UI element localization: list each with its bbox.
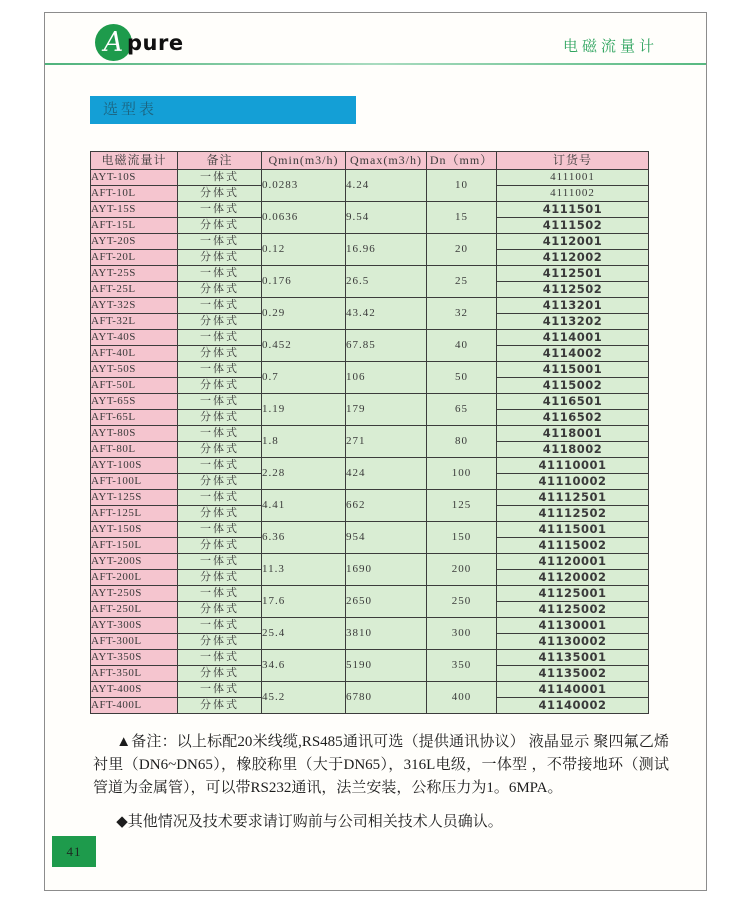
order-number-cell: 41135001 [497,650,649,666]
order-number-cell: 4111501 [497,202,649,218]
qmin-cell: 4.41 [262,490,346,522]
qmax-cell: 4.24 [346,170,427,202]
type-cell: 一体式 [178,298,262,314]
model-cell: AYT-250S [91,586,178,602]
type-cell: 一体式 [178,458,262,474]
type-cell: 一体式 [178,554,262,570]
model-cell: AYT-80S [91,426,178,442]
dn-cell: 350 [427,650,497,682]
brand-logo [95,24,184,61]
qmax-cell: 954 [346,522,427,554]
model-cell: AFT-40L [91,346,178,362]
model-cell: AFT-250L [91,602,178,618]
model-cell: AFT-20L [91,250,178,266]
order-number-cell: 41135002 [497,666,649,682]
dn-cell: 200 [427,554,497,586]
dn-cell: 100 [427,458,497,490]
order-number-cell: 41120002 [497,570,649,586]
qmax-cell: 5190 [346,650,427,682]
qmax-cell: 106 [346,362,427,394]
model-cell: AYT-150S [91,522,178,538]
dn-cell: 40 [427,330,497,362]
dn-cell: 300 [427,618,497,650]
type-cell: 一体式 [178,586,262,602]
order-number-cell: 41140002 [497,698,649,714]
column-header-3: Qmax(m3/h) [346,152,427,170]
qmin-cell: 0.7 [262,362,346,394]
type-cell: 一体式 [178,234,262,250]
order-number-cell: 4115002 [497,378,649,394]
qmax-cell: 9.54 [346,202,427,234]
order-number-cell: 4113201 [497,298,649,314]
order-number-cell: 4116501 [497,394,649,410]
order-number-cell: 41112502 [497,506,649,522]
order-number-cell: 4112001 [497,234,649,250]
type-cell: 一体式 [178,682,262,698]
order-number-cell: 4118001 [497,426,649,442]
model-cell: AFT-200L [91,570,178,586]
model-cell: AFT-15L [91,218,178,234]
type-cell: 一体式 [178,330,262,346]
order-number-cell: 41130001 [497,618,649,634]
dn-cell: 80 [427,426,497,458]
order-number-cell: 4112501 [497,266,649,282]
type-cell: 分体式 [178,442,262,458]
order-number-cell: 4114001 [497,330,649,346]
table-header-row [91,152,649,170]
qmin-cell: 25.4 [262,618,346,650]
section-banner [90,96,356,124]
type-cell: 一体式 [178,170,262,186]
table-row [91,490,649,506]
model-cell: AFT-300L [91,634,178,650]
type-cell: 一体式 [178,522,262,538]
qmin-cell: 17.6 [262,586,346,618]
table-row [91,202,649,218]
note-remark: ▲备注：以上标配20米线缆,RS485通讯可选（提供通讯协议） 液晶显示 聚四氟乙烯衬里（DN6~DN65），橡胶称里（大于DN65），316L电级，一体型 ，不带接地环（测试管道为金属管），可以带RS232通讯，法兰安装，公称压力为1。6MPA。 [93,734,669,796]
type-cell: 一体式 [178,426,262,442]
model-cell: AYT-200S [91,554,178,570]
order-number-cell: 4118002 [497,442,649,458]
model-cell: AYT-125S [91,490,178,506]
type-cell: 分体式 [178,634,262,650]
table-row [91,682,649,698]
type-cell: 一体式 [178,266,262,282]
order-number-cell: 41115002 [497,538,649,554]
dn-cell: 250 [427,586,497,618]
order-number-cell: 4111502 [497,218,649,234]
order-number-cell: 4114002 [497,346,649,362]
model-cell: AYT-15S [91,202,178,218]
dn-cell: 125 [427,490,497,522]
selection-table [90,151,649,714]
qmax-cell: 2650 [346,586,427,618]
dn-cell: 32 [427,298,497,330]
type-cell: 分体式 [178,282,262,298]
type-cell: 分体式 [178,570,262,586]
brand-logo-letter: A [103,27,124,58]
order-number-cell: 41125001 [497,586,649,602]
catalog-page [44,12,707,891]
column-header-5: 订货号 [497,152,649,170]
model-cell: AYT-32S [91,298,178,314]
order-number-cell: 4116502 [497,410,649,426]
model-cell: AFT-80L [91,442,178,458]
table-row [91,330,649,346]
section-title: 选型表 [103,102,158,118]
order-number-cell: 4112002 [497,250,649,266]
model-cell: AFT-32L [91,314,178,330]
dn-cell: 25 [427,266,497,298]
order-number-cell: 41110002 [497,474,649,490]
qmin-cell: 0.12 [262,234,346,266]
qmax-cell: 26.5 [346,266,427,298]
order-number-cell: 41110001 [497,458,649,474]
table-row [91,298,649,314]
order-number-cell: 4112502 [497,282,649,298]
table-row [91,170,649,186]
table-row [91,554,649,570]
model-cell: AFT-50L [91,378,178,394]
model-cell: AFT-150L [91,538,178,554]
type-cell: 分体式 [178,602,262,618]
model-cell: AYT-40S [91,330,178,346]
type-cell: 分体式 [178,474,262,490]
model-cell: AYT-300S [91,618,178,634]
qmax-cell: 43.42 [346,298,427,330]
table-row [91,266,649,282]
order-number-cell: 4113202 [497,314,649,330]
qmin-cell: 0.0636 [262,202,346,234]
model-cell: AFT-65L [91,410,178,426]
model-cell: AFT-400L [91,698,178,714]
dn-cell: 65 [427,394,497,426]
type-cell: 分体式 [178,666,262,682]
qmin-cell: 1.8 [262,426,346,458]
qmin-cell: 0.176 [262,266,346,298]
model-cell: AYT-65S [91,394,178,410]
table-row [91,426,649,442]
qmin-cell: 0.29 [262,298,346,330]
table-row [91,522,649,538]
table-row [91,618,649,634]
note-confirmation: ◆其他情况及技术要求请订购前与公司相关技术人员确认。 [116,814,503,830]
type-cell: 分体式 [178,378,262,394]
qmin-cell: 0.452 [262,330,346,362]
order-number-cell: 4115001 [497,362,649,378]
model-cell: AYT-50S [91,362,178,378]
order-number-cell: 41140001 [497,682,649,698]
order-number-cell: 41125002 [497,602,649,618]
type-cell: 一体式 [178,394,262,410]
qmin-cell: 0.0283 [262,170,346,202]
table-row [91,458,649,474]
table-row [91,650,649,666]
type-cell: 分体式 [178,410,262,426]
column-header-1: 备注 [178,152,262,170]
model-cell: AFT-125L [91,506,178,522]
qmin-cell: 34.6 [262,650,346,682]
model-cell: AYT-10S [91,170,178,186]
qmax-cell: 1690 [346,554,427,586]
model-cell: AFT-10L [91,186,178,202]
qmin-cell: 6.36 [262,522,346,554]
dn-cell: 400 [427,682,497,714]
table-row [91,234,649,250]
model-cell: AFT-100L [91,474,178,490]
qmax-cell: 6780 [346,682,427,714]
model-cell: AFT-350L [91,666,178,682]
type-cell: 一体式 [178,618,262,634]
model-cell: AYT-350S [91,650,178,666]
dn-cell: 20 [427,234,497,266]
qmax-cell: 662 [346,490,427,522]
qmin-cell: 1.19 [262,394,346,426]
qmin-cell: 11.3 [262,554,346,586]
type-cell: 分体式 [178,250,262,266]
dn-cell: 150 [427,522,497,554]
model-cell: AFT-25L [91,282,178,298]
type-cell: 一体式 [178,362,262,378]
qmin-cell: 45.2 [262,682,346,714]
qmax-cell: 271 [346,426,427,458]
qmin-cell: 2.28 [262,458,346,490]
order-number-cell: 41112501 [497,490,649,506]
table-row [91,586,649,602]
qmax-cell: 3810 [346,618,427,650]
model-cell: AYT-25S [91,266,178,282]
qmax-cell: 179 [346,394,427,426]
type-cell: 分体式 [178,698,262,714]
order-number-cell: 41115001 [497,522,649,538]
order-number-cell: 41130002 [497,634,649,650]
column-header-4: Dn（mm） [427,152,497,170]
dn-cell: 10 [427,170,497,202]
type-cell: 分体式 [178,218,262,234]
model-cell: AYT-100S [91,458,178,474]
type-cell: 分体式 [178,346,262,362]
type-cell: 分体式 [178,186,262,202]
type-cell: 一体式 [178,650,262,666]
model-cell: AYT-400S [91,682,178,698]
type-cell: 分体式 [178,538,262,554]
qmax-cell: 424 [346,458,427,490]
type-cell: 分体式 [178,314,262,330]
qmax-cell: 67.85 [346,330,427,362]
dn-cell: 15 [427,202,497,234]
product-title: 电磁流量计 [562,39,658,55]
model-cell: AYT-20S [91,234,178,250]
type-cell: 一体式 [178,202,262,218]
notes-block [93,731,669,834]
order-number-cell: 4111002 [497,186,649,202]
table-row [91,362,649,378]
page-number-badge: 41 [52,836,96,867]
qmax-cell: 16.96 [346,234,427,266]
column-header-0: 电磁流量计 [91,152,178,170]
order-number-cell: 4111001 [497,170,649,186]
table-row [91,394,649,410]
dn-cell: 50 [427,362,497,394]
type-cell: 分体式 [178,506,262,522]
brand-logo-text: pure [127,30,184,55]
header-divider [45,63,706,65]
column-header-2: Qmin(m3/h) [262,152,346,170]
order-number-cell: 41120001 [497,554,649,570]
type-cell: 一体式 [178,490,262,506]
